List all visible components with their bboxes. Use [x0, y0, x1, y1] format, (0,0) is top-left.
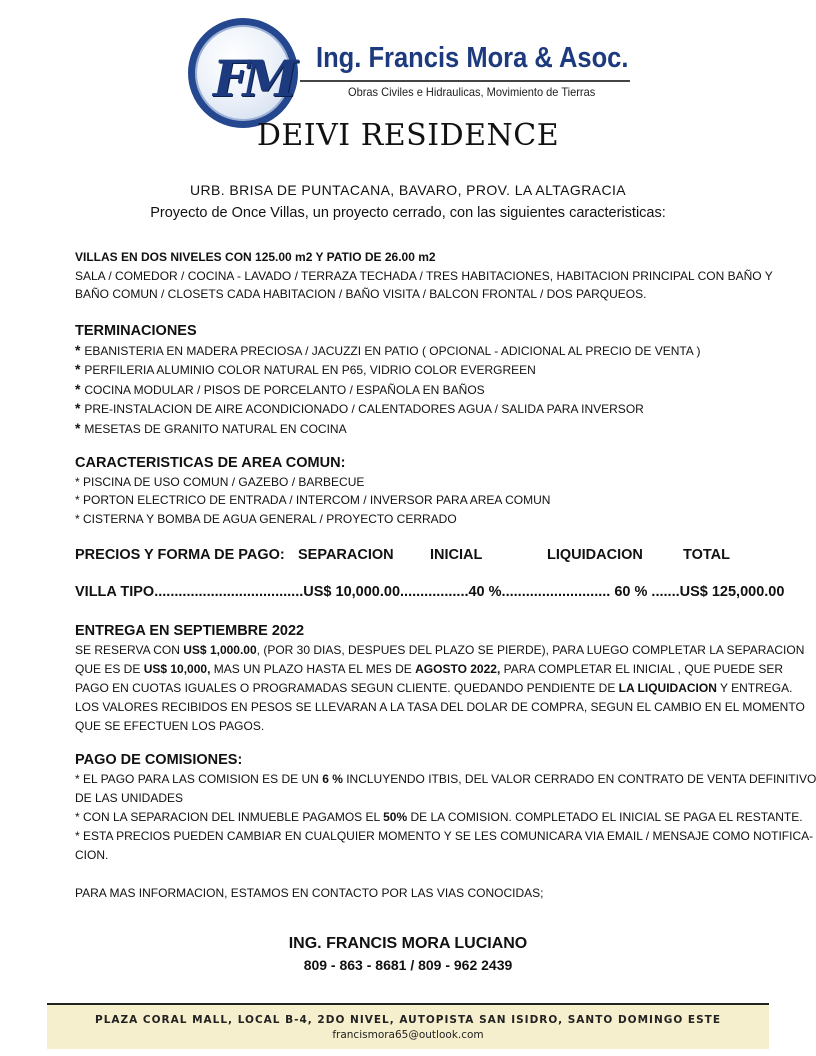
comisiones-section [75, 751, 816, 865]
entrega-line: QUE ES DE US$ 10,000, MAS UN PLAZO HASTA EL MES DE AGOSTO 2022, PARA COMPLETAR EL INICIAL , QUE PUEDE SER [75, 662, 784, 676]
project-intro: Proyecto de Once Villas, un proyecto cerrado, con las siguientes caracteristicas: [150, 205, 666, 221]
comisiones-heading: PAGO DE COMISIONES: [75, 752, 243, 768]
villas-line: BAÑO COMUN / CLOSETS CADA HABITACION / BAÑO VISITA / BALCON FRONTAL / DOS PARQUEOS. [75, 287, 647, 301]
area-comun-section [75, 454, 775, 528]
list-item: * COCINA MODULAR / PISOS DE PORCELANTO / ESPAÑOLA EN BAÑOS [75, 380, 485, 397]
company-logo [188, 18, 648, 128]
list-item: * PRE-INSTALACION DE AIRE ACONDICIONADO / CALENTADORES AGUA / SALIDA PARA INVERSOR [75, 400, 644, 416]
logo-letters: FM [213, 49, 292, 108]
comisiones-line: * CON LA SEPARACION DEL INMUEBLE PAGAMOS EL 50% DE LA COMISION. COMPLETADO EL INICIAL SE PAGA EL RESTANTE. [75, 810, 803, 824]
terminaciones-heading: TERMINACIONES [75, 323, 197, 339]
list-item: * MESETAS DE GRANITO NATURAL EN COCINA [75, 419, 347, 436]
comisiones-line: CION. [75, 848, 109, 862]
project-location: URB. BRISA DE PUNTACANA, BAVARO, PROV. LA ALTAGRACIA [190, 182, 626, 198]
area-comun-heading: CARACTERISTICAS DE AREA COMUN: [75, 455, 346, 471]
footer-email: francismora65@outlook.com [332, 1029, 484, 1041]
col-separacion: SEPARACION [298, 547, 394, 563]
col-total: TOTAL [683, 547, 730, 563]
footer-bar [47, 1003, 769, 1049]
list-item: * CISTERNA Y BOMBA DE AGUA GENERAL / PROYECTO CERRADO [75, 511, 457, 526]
villas-line: SALA / COMEDOR / COCINA - LAVADO / TERRAZA TECHADA / TRES HABITACIONES, HABITACION PRINCIPAL CON BAÑO Y [75, 268, 773, 283]
villa-tipo-row: VILLA TIPO.....................................US$ 10,000.00.................40 %........................... 60 % .......US$ 125,000.00 [75, 584, 785, 600]
col-inicial: INICIAL [430, 547, 483, 563]
document-title: DEIVI RESIDENCE [256, 118, 560, 153]
entrega-line: PAGO EN CUOTAS IGUALES O PROGRAMADAS SEGUN CLIENTE. QUEDANDO PENDIENTE DE LA LIQUIDACION Y ENTREGA. [75, 681, 793, 695]
comisiones-line: * ESTA PRECIOS PUEDEN CAMBIAR EN CUALQUIER MOMENTO Y SE LES COMUNICARA VIA EMAIL / MENSAJE COMO NOTIFICA- [75, 829, 814, 843]
entrega-heading: ENTREGA EN SEPTIEMBRE 2022 [75, 623, 305, 639]
mas-info: PARA MAS INFORMACION, ESTAMOS EN CONTACTO POR LAS VIAS CONOCIDAS; [75, 886, 544, 900]
list-item: * PISCINA DE USO COMUN / GAZEBO / BARBECUE [75, 474, 365, 489]
villas-section [75, 248, 775, 304]
precios-heading: PRECIOS Y FORMA DE PAGO: [75, 547, 285, 563]
list-item: * EBANISTERIA EN MADERA PRECIOSA / JACUZZI EN PATIO ( OPCIONAL - ADICIONAL AL PRECIO DE VENTA ) [75, 341, 701, 358]
entrega-section [75, 622, 805, 736]
villas-heading: VILLAS EN DOS NIVELES CON 125.00 m2 Y PATIO DE 26.00 m2 [75, 250, 436, 264]
logo-divider [300, 80, 630, 82]
entrega-line: QUE SE EFECTUEN LOS PAGOS. [75, 719, 265, 733]
company-name: Ing. Francis Mora & Asoc. [316, 42, 629, 74]
company-tagline: Obras Civiles e Hidraulicas, Movimiento de Tierras [348, 85, 596, 99]
signature-name: ING. FRANCIS MORA LUCIANO [288, 935, 528, 952]
list-item: * PORTON ELECTRICO DE ENTRADA / INTERCOM / INVERSOR PARA AREA COMUN [75, 493, 551, 507]
list-item: * PERFILERIA ALUMINIO COLOR NATURAL EN P65, VIDRIO COLOR EVERGREEN [75, 361, 536, 377]
entrega-line: LOS VALORES RECIBIDOS EN PESOS SE LLEVARAN A LA TASA DEL DOLAR DE COMPRA, SEGUN EL CAMBIO EN EL MOMENTO [75, 700, 805, 714]
terminaciones-section [75, 322, 775, 438]
col-liquidacion: LIQUIDACION [547, 547, 643, 563]
entrega-line: SE RESERVA CON US$ 1,000.00, (POR 30 DIAS, DESPUES DEL PLAZO SE PIERDE), PARA LUEGO COMPLETAR LA SEPARACION [75, 643, 805, 657]
signature-phones: 809 - 863 - 8681 / 809 - 962 2439 [303, 957, 513, 973]
footer-address: PLAZA CORAL MALL, LOCAL B-4, 2DO NIVEL, AUTOPISTA SAN ISIDRO, SANTO DOMINGO ESTE [95, 1014, 721, 1026]
comisiones-line: DE LAS UNIDADES [75, 791, 184, 805]
logo-emblem [188, 18, 298, 128]
comisiones-line: * EL PAGO PARA LAS COMISION ES DE UN 6 % INCLUYENDO ITBIS, DEL VALOR CERRADO EN CONTRATO DE VENTA DEFINITIVO [75, 772, 816, 786]
